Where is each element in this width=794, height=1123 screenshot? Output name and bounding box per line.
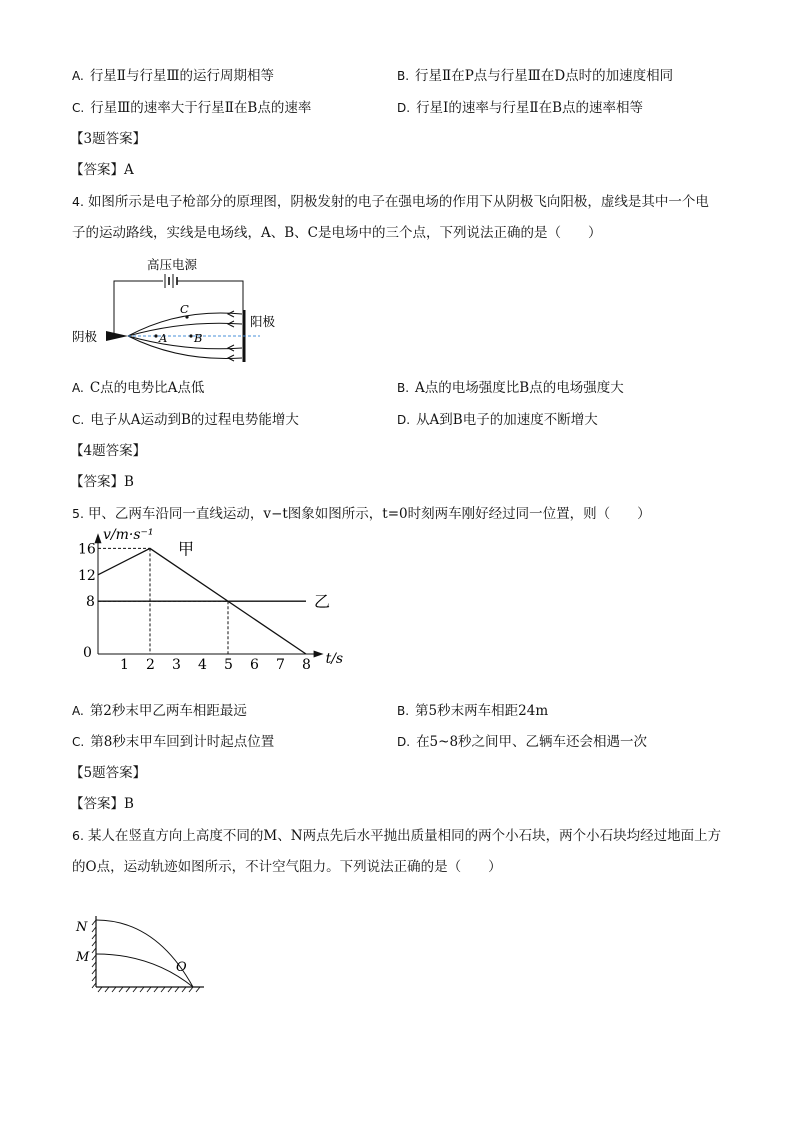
q6-stem [72, 820, 722, 883]
cathode-label: 阴极 [72, 329, 98, 344]
point-m-label: M [76, 950, 90, 965]
point-n-label: N [76, 920, 88, 935]
y-tick-label: 12 [78, 567, 96, 584]
power-supply-label: 高压电源 [147, 257, 198, 272]
x-tick-label: 2 [146, 657, 155, 673]
x-tick-group [120, 657, 311, 673]
q4-option-d[interactable] [397, 411, 598, 429]
q3-option-b[interactable] [397, 67, 673, 85]
q3-option-a[interactable] [72, 67, 274, 85]
series-label: 乙 [314, 592, 331, 612]
q5-answer-heading: 【5题答案】 [70, 765, 147, 781]
option-label: A. [72, 704, 84, 718]
anode-label: 阳极 [250, 314, 276, 329]
q4-answer: 【答案】B [70, 474, 134, 490]
option-label: D. [397, 735, 411, 749]
q4-answer-heading: 【4题答案】 [70, 443, 147, 459]
option-text: 电子从A运动到B的过程电势能增大 [90, 412, 299, 428]
field-line-bottom-inner [128, 336, 242, 349]
question-text: 如图所示是电子枪部分的原理图，阴极发射的电子在强电场的作用下从阴极飞向阳极，虚线是其中一个电子的运动路线，实线是电场线，A、B、C是电场中的三个点，下列说法正确的是（ ） [72, 194, 709, 241]
series-label: 甲 [178, 539, 195, 559]
q6-projectile-figure [72, 900, 212, 1000]
y-tick-label: 8 [86, 594, 95, 611]
origin-label: 0 [83, 645, 92, 661]
q5-option-c[interactable] [72, 733, 274, 751]
q4-option-a[interactable] [72, 379, 204, 397]
option-label: D. [397, 101, 411, 115]
q4-option-b[interactable] [397, 379, 624, 397]
option-text: 行星Ⅱ在P点与行星Ⅲ在D点时的加速度相同 [415, 68, 674, 84]
option-text: 在5~8秒之间甲、乙辆车还会相遇一次 [416, 734, 648, 750]
x-axis-label: t/s [325, 651, 344, 667]
option-label: C. [72, 735, 85, 749]
question-text: 甲、乙两车沿同一直线运动，v−t图象如图所示，t=0时刻两车刚好经过同一位置，则（ ） [87, 506, 651, 522]
q4-electron-gun-figure [70, 252, 290, 372]
option-text: 行星Ⅲ的速率大于行星Ⅱ在B点的速率 [90, 100, 312, 116]
option-label: C. [72, 413, 85, 427]
point-c-label: C [180, 302, 189, 316]
q5-stem [72, 498, 722, 530]
point-a-label: A [159, 331, 168, 345]
x-tick-label: 6 [250, 657, 259, 673]
x-tick-label: 8 [302, 657, 311, 673]
q5-vt-chart [70, 527, 360, 676]
circuit-wire-left [114, 281, 163, 336]
q5-option-b[interactable] [397, 702, 548, 720]
ground-hatching [98, 987, 200, 992]
option-text: 第8秒末甲车回到计时起点位置 [90, 734, 275, 750]
option-text: 第2秒末甲乙两车相距最远 [89, 703, 247, 719]
point-a-dot [154, 334, 157, 337]
x-tick-label: 3 [172, 657, 181, 673]
q5-option-a[interactable] [72, 702, 247, 720]
question-number: 6. [72, 828, 84, 843]
option-label: B. [397, 69, 410, 83]
y-tick-group [78, 541, 96, 610]
y-tick-label: 16 [78, 541, 96, 558]
option-label: B. [397, 381, 410, 395]
option-label: A. [72, 69, 84, 83]
x-tick-label: 1 [120, 657, 129, 673]
option-text: C点的电势比A点低 [89, 380, 205, 396]
q4-option-c[interactable] [72, 411, 299, 429]
question-number: 4. [72, 194, 84, 209]
field-arrow [228, 311, 234, 317]
option-text: 第5秒末两车相距24m [415, 703, 549, 719]
option-text: 行星Ⅱ与行星Ⅲ的运行周期相等 [89, 68, 275, 84]
option-label: C. [72, 101, 85, 115]
x-axis-arrow [314, 651, 324, 658]
x-tick-label: 4 [198, 657, 207, 673]
q5-answer: 【答案】B [70, 796, 134, 812]
question-text: 某人在竖直方向上高度不同的M、N两点先后水平抛出质量相同的两个小石块，两个小石块均经过地面上方的O点，运动轨迹如图所示，不计空气阻力。下列说法正确的是（ ） [72, 828, 722, 875]
point-b-label: B [194, 331, 203, 345]
q3-option-d[interactable] [397, 99, 643, 117]
q3-option-c[interactable] [72, 99, 311, 117]
field-arrow [228, 345, 234, 351]
point-o-label: O [176, 960, 187, 975]
q3-answer-heading: 【3题答案】 [70, 131, 147, 147]
option-text: 从A到B电子的加速度不断增大 [416, 412, 598, 428]
option-label: A. [72, 381, 84, 395]
option-label: B. [397, 704, 410, 718]
option-label: D. [397, 413, 411, 427]
point-b-dot [189, 334, 192, 337]
q4-stem [72, 186, 722, 249]
q3-answer: 【答案】A [70, 162, 134, 178]
field-line-top-inner [128, 323, 242, 336]
x-tick-label: 5 [224, 657, 233, 673]
x-tick-label: 7 [276, 657, 285, 673]
q5-option-d[interactable] [397, 733, 647, 751]
field-line-top-outer [128, 313, 242, 336]
question-number: 5. [72, 506, 84, 521]
option-text: A点的电场强度比B点的电场强度大 [415, 380, 624, 396]
y-axis-label: v/m·s⁻¹ [103, 527, 154, 544]
series-group [98, 548, 306, 654]
option-text: 行星Ⅰ的速率与行星Ⅱ在B点的速率相等 [416, 100, 643, 116]
cathode-tip [106, 331, 128, 341]
series-label-group [178, 539, 330, 611]
field-arrow [228, 321, 234, 327]
